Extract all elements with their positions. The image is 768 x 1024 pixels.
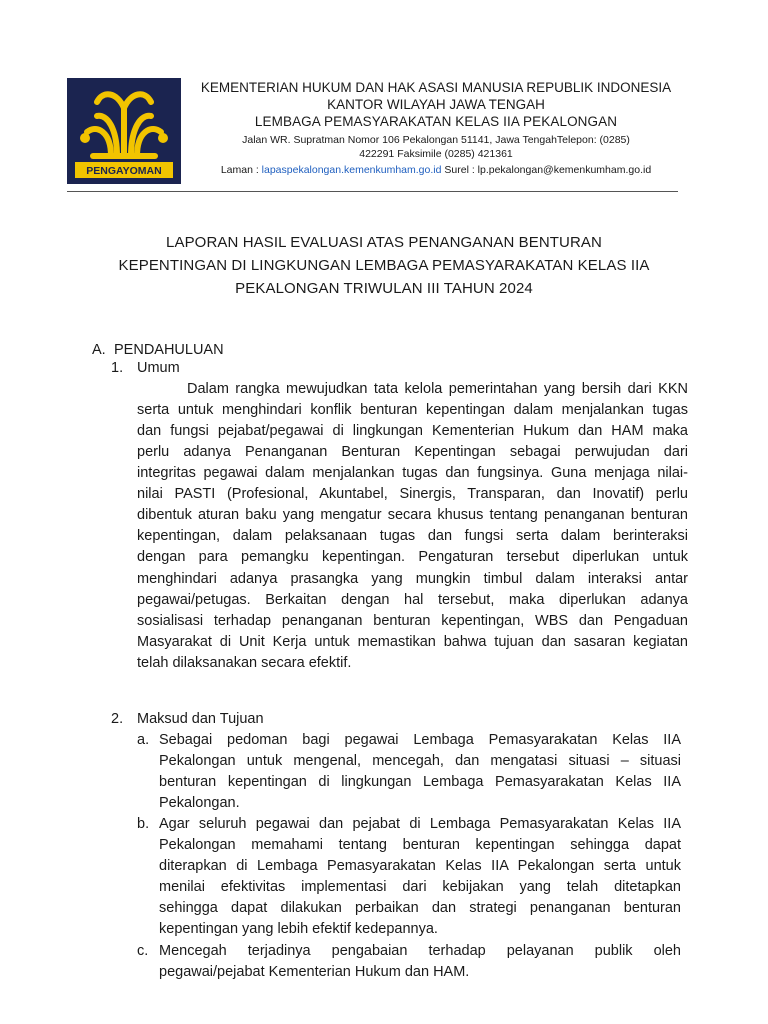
website-label: Laman : bbox=[220, 164, 262, 176]
paragraph-line: kepentingan, dalam pelaksanaan tugas dan fungsi serta dalam berinteraksi bbox=[137, 528, 688, 544]
subitem-line: Sebagai pedoman bagi pegawai Lembaga Pemasyarakatan Kelas IIA bbox=[159, 732, 681, 748]
logo-text: PENGAYOMAN bbox=[86, 165, 162, 177]
paragraph-line: Masyarakat di Unit Kerja untuk memastikan bahwa tujuan dan sasaran kegiatan bbox=[137, 634, 688, 650]
report-title-line-3: PEKALONGAN TRIWULAN III TAHUN 2024 bbox=[235, 280, 533, 297]
paragraph-line: nilai PASTI (Profesional, Akuntabel, Sinergis, Transparan, dan Inovatif) perlu bbox=[137, 486, 688, 502]
subitem-line: Pekalongan. bbox=[159, 795, 240, 811]
item-1-number: 1. bbox=[111, 360, 124, 376]
paragraph-line: telah dilaksanakan secara efektif. bbox=[137, 655, 352, 671]
contact-line bbox=[186, 164, 686, 176]
subitem-line: benturan kepentingan di lingkungan Lembaga Pemasyarakatan Kelas IIA bbox=[159, 774, 681, 790]
subitem-b-letter: b. bbox=[137, 816, 150, 832]
report-title-line-1: LAPORAN HASIL EVALUASI ATAS PENANGANAN BENTURAN bbox=[166, 234, 602, 251]
item-2-number: 2. bbox=[111, 711, 124, 727]
paragraph-line: integritas pegawai dalam menjalankan tugas dan fungsinya. Guna menjaga nilai- bbox=[137, 465, 688, 481]
paragraph-line: Dalam rangka mewujudkan tata kelola pemerintahan yang bersih dari KKN bbox=[187, 381, 688, 397]
subitem-a-letter: a. bbox=[137, 732, 150, 748]
pengayoman-logo bbox=[67, 78, 181, 184]
section-a-title: PENDAHULUAN bbox=[114, 342, 224, 358]
institution-name: LEMBAGA PEMASYARAKATAN KELAS IIA PEKALONGAN bbox=[254, 114, 618, 129]
paragraph-line: dan fungsi pejabat/pegawai di lingkungan Kementerian Hukum dan HAM maka bbox=[137, 423, 688, 439]
subitem-line: pegawai/pejabat Kementerian Hukum dan HAM. bbox=[159, 964, 470, 980]
subitem-line: menilai efektivitas implementasi dari kebijakan yang telah ditetapkan bbox=[159, 879, 681, 895]
paragraph-line: serta untuk menghindari konflik benturan kepentingan dalam menjalankan tugas bbox=[137, 402, 688, 418]
website-link[interactable]: lapaspekalongan.kemenkumham.go.id bbox=[261, 164, 442, 176]
letterhead-divider bbox=[67, 191, 678, 192]
subitem-line: Agar seluruh pegawai dan pejabat di Lembaga Pemasyarakatan Kelas IIA bbox=[159, 816, 681, 832]
subitem-c-letter: c. bbox=[137, 943, 149, 959]
subitem-line: diterapkan di Lembaga Pemasyarakatan Kelas IIA Pekalongan serta untuk bbox=[159, 858, 681, 874]
address-line-2: 422291 Faksimile (0285) 421361 bbox=[359, 148, 513, 160]
paragraph-line: menghindari adanya prasangka yang mungkin timbul dalam interaksi antar bbox=[137, 571, 688, 587]
paragraph-line: perlu adanya Penanganan Benturan Kepentingan sebagai perwujudan dari bbox=[137, 444, 688, 460]
regional-office: KANTOR WILAYAH JAWA TENGAH bbox=[327, 97, 545, 112]
report-title-line-2: KEPENTINGAN DI LINGKUNGAN LEMBAGA PEMASYARAKATAN KELAS IIA bbox=[118, 257, 650, 274]
pengayoman-emblem-icon bbox=[67, 78, 181, 184]
subitem-line: Pekalongan untuk mengenal, mencegah, dan mengatasi situasi – situasi bbox=[159, 753, 681, 769]
item-1-title: Umum bbox=[137, 360, 180, 376]
email-text: Surel : lp.pekalongan@kemenkumham.go.id bbox=[441, 164, 652, 176]
subitem-line: Mencegah terjadinya pengabaian terhadap pelayanan publik oleh bbox=[159, 943, 681, 959]
paragraph-line: pegawai/petugas. Berkaitan dengan hal tersebut, maka diperlukan adanya bbox=[137, 592, 688, 608]
paragraph-line: dibentuk aturan baku yang mengatur secara khusus tentang penanganan benturan bbox=[137, 507, 688, 523]
ministry-name: KEMENTERIAN HUKUM DAN HAK ASASI MANUSIA REPUBLIK INDONESIA bbox=[200, 80, 672, 95]
subitem-line: sehingga dapat dilakukan perbaikan dan strategi penanganan benturan bbox=[159, 900, 681, 916]
paragraph-line: sosialisasi terhadap penanganan benturan kepentingan, WBS dan Pengaduan bbox=[137, 613, 688, 629]
item-2-title: Maksud dan Tujuan bbox=[137, 711, 264, 727]
section-a-label: A. bbox=[92, 342, 106, 358]
paragraph-line: dengan para pemangku kepentingan. Pengaturan tersebut diperlukan untuk bbox=[137, 549, 688, 565]
subitem-line: kepentingan yang lebih efektif kedepannya. bbox=[159, 921, 438, 937]
subitem-line: Pekalongan memahami tentang benturan kepentingan sehingga dapat bbox=[159, 837, 681, 853]
address-line-1: Jalan WR. Supratman Nomor 106 Pekalongan 51141, Jawa TengahTelepon: (0285) bbox=[242, 134, 630, 146]
